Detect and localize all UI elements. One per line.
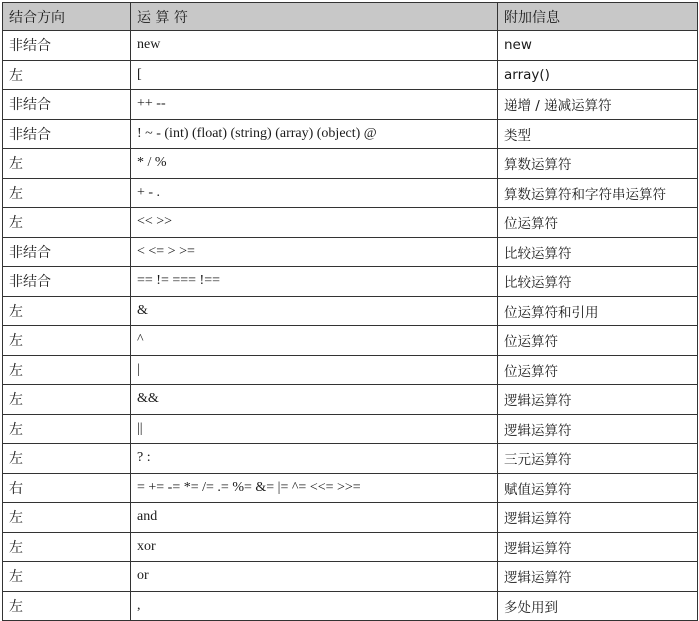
- operator-cell: ,: [131, 591, 498, 621]
- header-associativity: 结合方向: [3, 3, 131, 31]
- operator-cell: ^: [131, 326, 498, 356]
- assoc-cell: 左: [3, 532, 131, 562]
- assoc-cell: 左: [3, 355, 131, 385]
- operator-cell: or: [131, 562, 498, 592]
- table-row: [3, 31, 698, 61]
- assoc-cell: 非结合: [3, 31, 131, 61]
- operator-cell: ? :: [131, 444, 498, 474]
- table-row: [3, 473, 698, 503]
- info-cell: 类型: [498, 119, 698, 149]
- info-cell: 算数运算符和字符串运算符: [498, 178, 698, 208]
- info-cell: 三元运算符: [498, 444, 698, 474]
- assoc-cell: 左: [3, 326, 131, 356]
- info-cell: array(): [498, 60, 698, 90]
- operator-cell: &&: [131, 385, 498, 415]
- table-row: [3, 385, 698, 415]
- assoc-cell: 左: [3, 296, 131, 326]
- assoc-cell: 左: [3, 149, 131, 179]
- table-row: [3, 296, 698, 326]
- info-cell: 逻辑运算符: [498, 532, 698, 562]
- assoc-cell: 右: [3, 473, 131, 503]
- assoc-cell: 非结合: [3, 267, 131, 297]
- info-cell: 比较运算符: [498, 267, 698, 297]
- table-row: [3, 178, 698, 208]
- table-row: [3, 60, 698, 90]
- operator-cell: = += -= *= /= .= %= &= |= ^= <<= >>=: [131, 473, 498, 503]
- info-cell: 算数运算符: [498, 149, 698, 179]
- operator-cell: and: [131, 503, 498, 533]
- header-operator: 运 算 符: [131, 3, 498, 31]
- table-row: [3, 444, 698, 474]
- assoc-cell: 左: [3, 414, 131, 444]
- info-cell: 位运算符: [498, 355, 698, 385]
- header-additional-info: 附加信息: [498, 3, 698, 31]
- info-cell: 赋值运算符: [498, 473, 698, 503]
- table-row: [3, 237, 698, 267]
- table-header-row: [3, 3, 698, 31]
- info-cell: 逻辑运算符: [498, 503, 698, 533]
- info-cell: new: [498, 31, 698, 61]
- operator-cell: ++ --: [131, 90, 498, 120]
- table-row: [3, 326, 698, 356]
- assoc-cell: 左: [3, 208, 131, 238]
- info-cell: 逻辑运算符: [498, 385, 698, 415]
- operator-cell: * / %: [131, 149, 498, 179]
- assoc-cell: 左: [3, 385, 131, 415]
- operator-cell: [: [131, 60, 498, 90]
- info-cell: 逻辑运算符: [498, 414, 698, 444]
- operator-cell: |: [131, 355, 498, 385]
- table-row: [3, 591, 698, 621]
- table-row: [3, 562, 698, 592]
- assoc-cell: 非结合: [3, 90, 131, 120]
- assoc-cell: 左: [3, 562, 131, 592]
- operator-cell: &: [131, 296, 498, 326]
- assoc-cell: 非结合: [3, 237, 131, 267]
- table-row: [3, 503, 698, 533]
- table-row: [3, 414, 698, 444]
- assoc-cell: 非结合: [3, 119, 131, 149]
- table-row: [3, 119, 698, 149]
- table-row: [3, 267, 698, 297]
- assoc-cell: 左: [3, 178, 131, 208]
- table-row: [3, 90, 698, 120]
- operator-cell: << >>: [131, 208, 498, 238]
- table-body: [3, 31, 698, 621]
- table-row: [3, 532, 698, 562]
- assoc-cell: 左: [3, 60, 131, 90]
- operator-precedence-table: [2, 2, 698, 621]
- assoc-cell: 左: [3, 591, 131, 621]
- info-cell: 逻辑运算符: [498, 562, 698, 592]
- info-cell: 多处用到: [498, 591, 698, 621]
- info-cell: 比较运算符: [498, 237, 698, 267]
- info-cell: 位运算符: [498, 208, 698, 238]
- assoc-cell: 左: [3, 503, 131, 533]
- operator-cell: xor: [131, 532, 498, 562]
- table-row: [3, 149, 698, 179]
- operator-cell: ||: [131, 414, 498, 444]
- operator-cell: == != === !==: [131, 267, 498, 297]
- operator-cell: new: [131, 31, 498, 61]
- table-row: [3, 208, 698, 238]
- table-row: [3, 355, 698, 385]
- info-cell: 递增 / 递减运算符: [498, 90, 698, 120]
- operator-cell: ! ~ - (int) (float) (string) (array) (object) @: [131, 119, 498, 149]
- info-cell: 位运算符: [498, 326, 698, 356]
- info-cell: 位运算符和引用: [498, 296, 698, 326]
- assoc-cell: 左: [3, 444, 131, 474]
- operator-cell: < <= > >=: [131, 237, 498, 267]
- operator-cell: + - .: [131, 178, 498, 208]
